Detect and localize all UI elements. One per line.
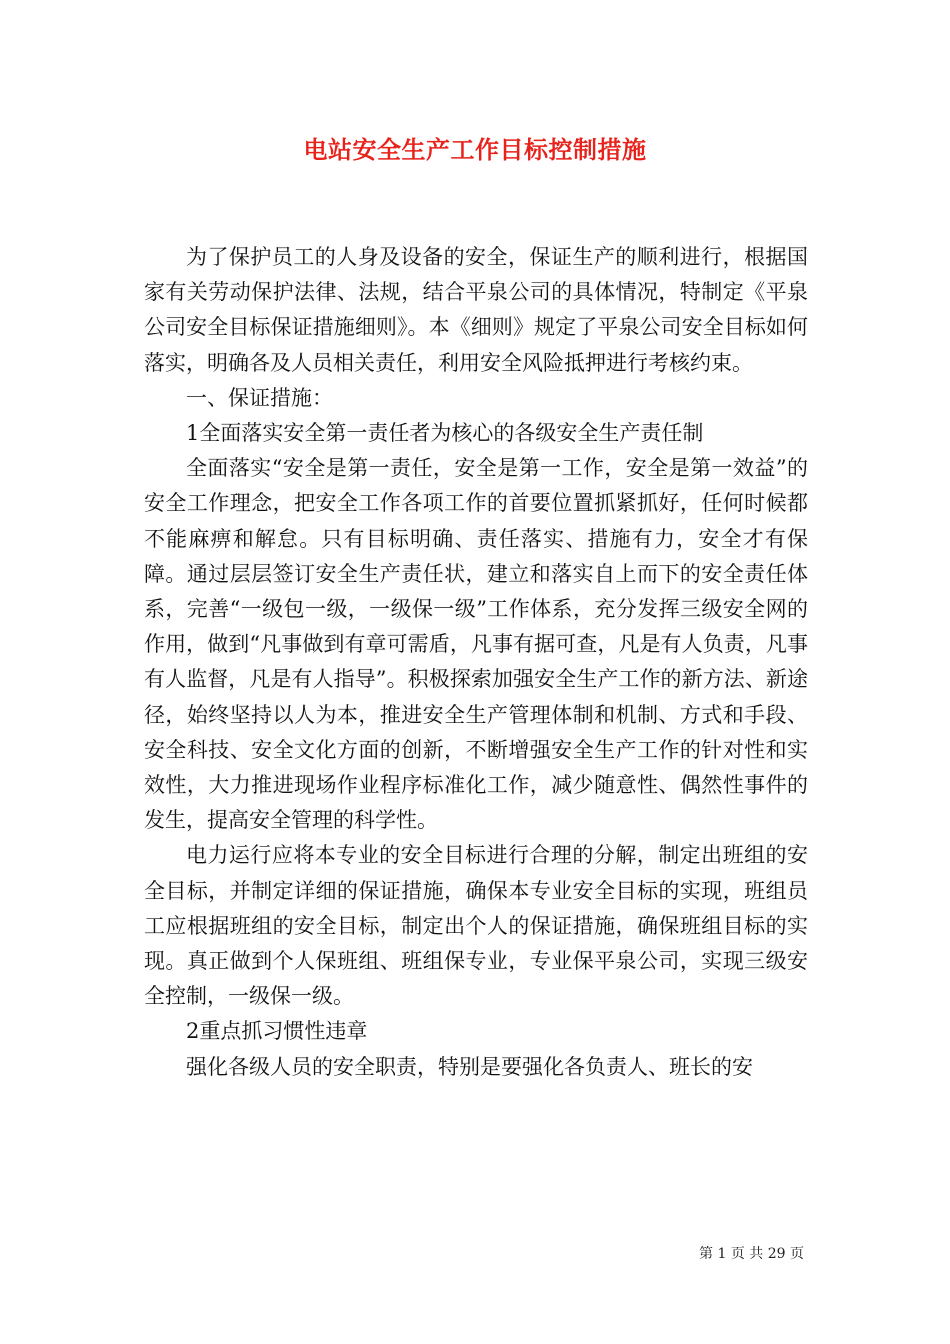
subheading-responsibility-system: 1全面落实安全第一责任者为核心的各级安全生产责任制 [186, 421, 704, 446]
subheading-habitual-violations: 2重点抓习惯性违章 [186, 1019, 368, 1044]
responsibility-paragraph: 全面落实“安全是第一责任，安全是第一工作，安全是第一效益”的安全工作理念，把安全工作各项工作的首要位置抓紧抓好，任何时候都不能麻痹和解怠。只有目标明确、责任落实、措施有力，安全才有保障。通过层层签订安全生产责任状，建立和落实自上而下的安全责任体系，完善“一级包一级，一级保一级”工作体系，充分发挥三级安全网的作用，做到“凡事做到有章可需盾，凡事有据可查，凡是有人负责，凡事有人监督，凡是有人指导”。积极探索加强安全生产工作的新方法、新途径，始终坚持以人为本，推进安全生产管理体制和机制、方式和手段、安全科技、安全文化方面的创新，不断增强安全生产工作的针对性和实效性，大力推进现场作业程序标准化工作，减少随意性、偶然性事件的发生，提高安全管理的科学性。 [144, 456, 808, 833]
document-body [144, 240, 808, 1085]
section-heading-guarantee-measures: 一、保证措施： [186, 385, 333, 410]
duties-paragraph: 强化各级人员的安全职责，特别是要强化各负责人、班长的安 [186, 1054, 753, 1079]
document-title: 电站安全生产工作目标控制措施 [303, 136, 647, 164]
intro-paragraph: 为了保护员工的人身及设备的安全，保证生产的顺利进行，根据国家有关劳动保护法律、法规，结合平泉公司的具体情况，特制定《平泉公司安全目标保证措施细则》。本《细则》规定了平泉公司安全目标如何落实，明确各及人员相关责任，利用安全风险抵押进行考核约束。 [144, 245, 808, 375]
power-operation-paragraph: 电力运行应将本专业的安全目标进行合理的分解，制定出班组的安全目标，并制定详细的保证措施，确保本专业安全目标的实现，班组员工应根据班组的安全目标，制定出个人的保证措施，确保班组目标的实现。真正做到个人保班组、班组保专业，专业保平泉公司，实现三级安全控制，一级保一级。 [144, 843, 808, 1009]
page-number: 第 1 页 共 29 页 [699, 1246, 804, 1262]
